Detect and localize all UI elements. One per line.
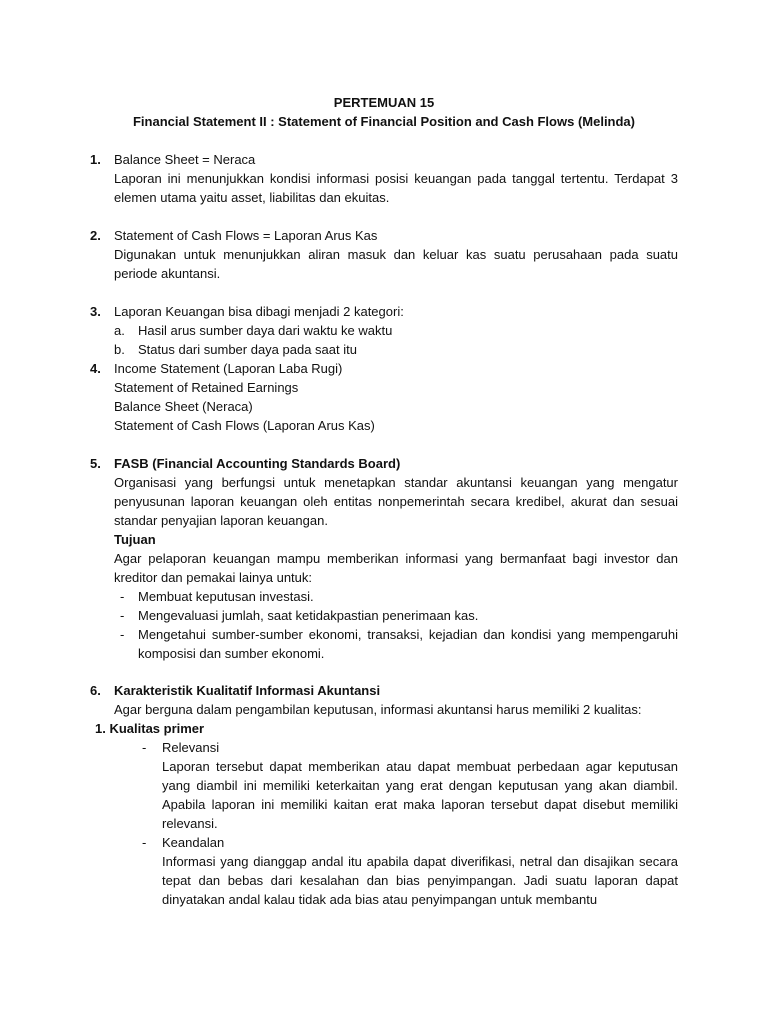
section-paragraph: Agar pelaporan keuangan mampu memberikan informasi yang bermanfaat bagi investor dan kreditor dan pemakai lainya untuk:	[114, 551, 678, 585]
section-paragraph: Laporan ini menunjukkan kondisi informasi posisi keuangan pada tanggal tertentu. Terdapat 3 elemen utama yaitu asset, liabilitas dan ekuitas.	[114, 171, 678, 205]
subheading-tujuan: Tujuan	[114, 532, 156, 547]
section-5	[90, 454, 678, 663]
section-1	[90, 150, 678, 207]
list-item-text: Mengetahui sumber-sumber ekonomi, transaksi, kejadian dan kondisi yang mempengaruhi komposisi dan sumber ekonomi.	[138, 627, 678, 661]
list-marker: -	[142, 740, 147, 755]
section-paragraph: Organisasi yang berfungsi untuk menetapkan standar akuntansi keuangan yang mengatur penyusunan laporan keuangan oleh entitas nonpemerintah secara kredibel, akurat dan sesuai standar penyajian laporan keuangan.	[114, 475, 678, 528]
list-item	[114, 606, 678, 625]
document-subtitle: Financial Statement II : Statement of Financial Position and Cash Flows (Melinda)	[132, 114, 635, 129]
statement-line: Balance Sheet (Neraca)	[114, 399, 253, 414]
quality-description: Informasi yang dianggap andal itu apabila dapat diverifikasi, netral dan disajikan secara tepat dan bebas dari kesalahan dan bias penyimpangan. Jadi suatu laporan dapat dinyatakan andal kalau tidak ada bias atau penyimpangan untuk membantu	[162, 854, 678, 907]
list-item	[114, 587, 678, 606]
list-marker: -	[120, 608, 125, 623]
list-item-text: Hasil arus sumber daya dari waktu ke waktu	[138, 323, 393, 338]
list-item-text: Status dari sumber daya pada saat itu	[138, 342, 357, 357]
list-item	[114, 321, 678, 340]
list-marker: a.	[114, 323, 125, 338]
statement-line: Income Statement (Laporan Laba Rugi)	[114, 361, 343, 376]
list-item	[114, 340, 678, 359]
quality-label: Relevansi	[162, 740, 220, 755]
section-4	[90, 359, 678, 435]
statement-line: Statement of Retained Earnings	[114, 380, 299, 395]
section-number: 2.	[90, 228, 101, 243]
list-item	[114, 625, 678, 663]
section-heading: Laporan Keuangan bisa dibagi menjadi 2 kategori:	[114, 304, 404, 319]
section-heading: FASB (Financial Accounting Standards Board)	[114, 456, 401, 471]
section-number: 5.	[90, 456, 101, 471]
section-paragraph: Agar berguna dalam pengambilan keputusan, informasi akuntansi harus memiliki 2 kualitas:	[114, 702, 642, 717]
list-marker: b.	[114, 342, 125, 357]
quality-item-relevansi	[114, 738, 678, 833]
subheading-kualitas-primer: 1. Kualitas primer	[95, 721, 205, 736]
section-paragraph: Digunakan untuk menunjukkan aliran masuk dan keluar kas suatu perusahaan pada suatu periode akuntansi.	[114, 247, 678, 281]
quality-label: Keandalan	[162, 835, 225, 850]
list-item-text: Mengevaluasi jumlah, saat ketidakpastian penerimaan kas.	[138, 608, 479, 623]
list-marker: -	[120, 627, 125, 642]
section-number: 6.	[90, 683, 101, 698]
section-number: 1.	[90, 152, 101, 167]
section-heading: Statement of Cash Flows = Laporan Arus Kas	[114, 228, 378, 243]
list-item-text: Membuat keputusan investasi.	[138, 589, 314, 604]
section-3	[90, 302, 678, 359]
document-title: PERTEMUAN 15	[333, 95, 435, 110]
section-6	[90, 681, 678, 909]
statement-line: Statement of Cash Flows (Laporan Arus Kas)	[114, 418, 375, 433]
section-number: 4.	[90, 361, 101, 376]
section-heading: Balance Sheet = Neraca	[114, 152, 256, 167]
section-number: 3.	[90, 304, 101, 319]
list-marker: -	[120, 589, 125, 604]
section-heading: Karakteristik Kualitatif Informasi Akuntansi	[114, 683, 381, 698]
section-2	[90, 226, 678, 283]
quality-item-keandalan	[114, 833, 678, 909]
list-marker: -	[142, 835, 147, 850]
quality-description: Laporan tersebut dapat memberikan atau dapat membuat perbedaan agar keputusan yang diambil ini memiliki keterkaitan yang erat dengan keputusan yang akan diambil. Apabila laporan ini memiliki kaitan erat maka laporan tersebut dapat disebut memiliki relevansi.	[162, 759, 678, 831]
